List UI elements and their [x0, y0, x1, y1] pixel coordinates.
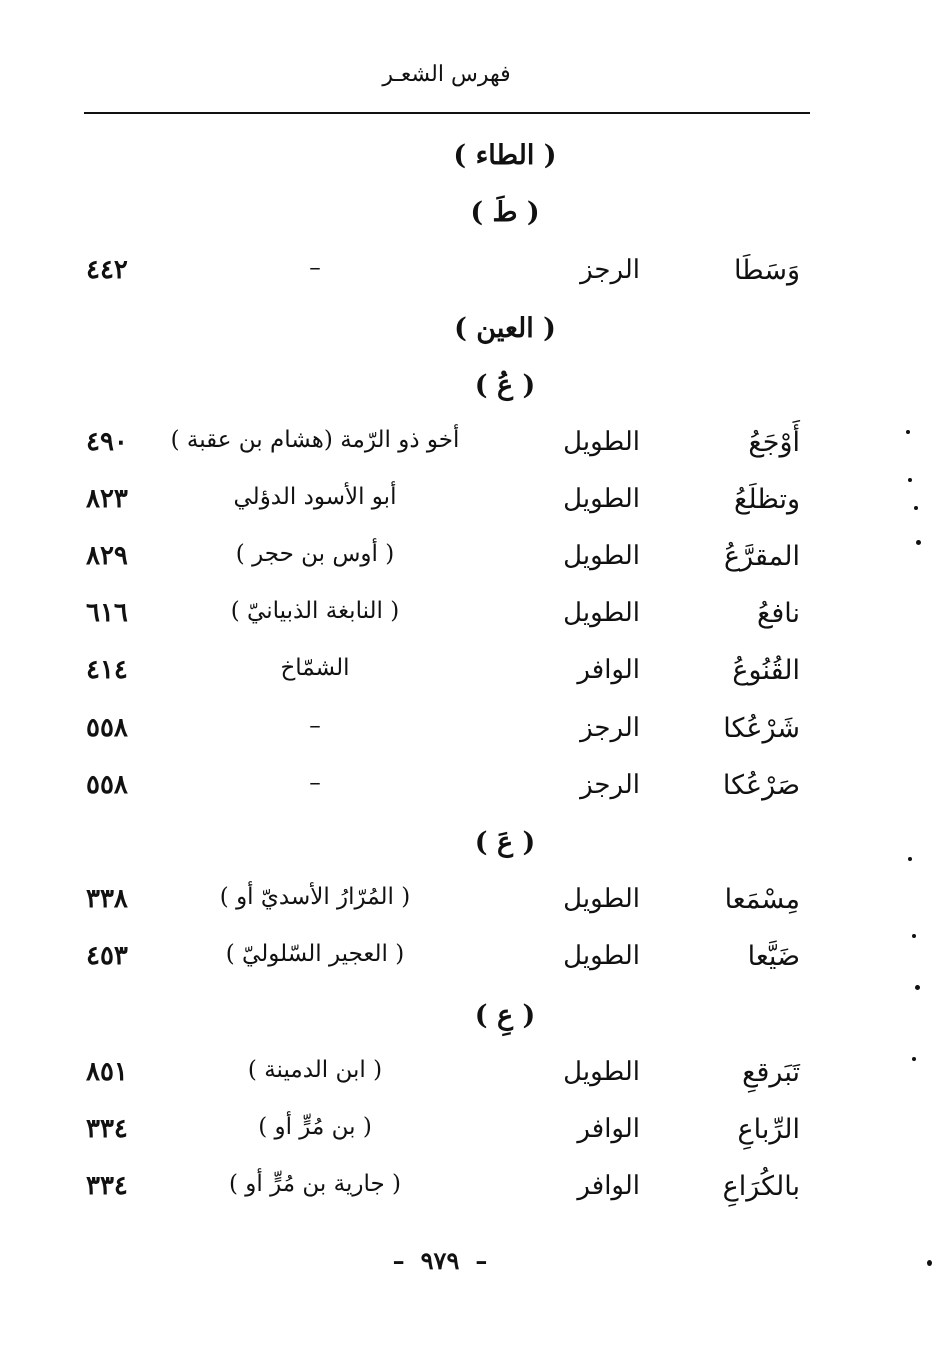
page-number: ٤١٤	[86, 655, 128, 685]
poet: ( المُرّارُ الأسديّ أو )	[219, 884, 411, 910]
meter: الرجز	[580, 713, 640, 743]
poet: ( العجير السّلوليّ )	[225, 941, 405, 967]
subsection-heading-ta-fatha: ( طَ )	[470, 197, 540, 228]
subsection-heading-ain-damma: ( عُ )	[474, 370, 536, 401]
index-row	[0, 713, 934, 753]
scan-speck	[914, 506, 918, 510]
rhyme-word: شَرْعُكا	[723, 713, 800, 744]
page-number: ٣٣٨	[86, 884, 128, 914]
meter: الطويل	[563, 427, 640, 457]
poet: ( النابغة الذبيانيّ )	[230, 598, 400, 624]
header-rule	[84, 112, 810, 114]
poet: –	[309, 255, 321, 281]
rhyme-word: القُنُوعُ	[732, 655, 800, 686]
poet: ( جارية بن مُرٍّ أو )	[229, 1171, 401, 1197]
index-row	[0, 1171, 934, 1211]
page-number: ٤٩٠	[86, 427, 128, 457]
rhyme-word: وتظلَعُ	[733, 484, 800, 515]
page-number: ٣٣٤	[86, 1171, 128, 1201]
index-row	[0, 655, 934, 695]
meter: الطويل	[563, 941, 640, 971]
page-number: ٥٥٨	[86, 770, 128, 800]
scan-speck	[908, 478, 912, 482]
footer-dash: –	[475, 1246, 488, 1275]
meter: الطويل	[563, 1057, 640, 1087]
rhyme-word: صَرْعُكا	[722, 770, 800, 801]
meter: الطويل	[563, 484, 640, 514]
poet: أبو الأسود الدؤلي	[233, 484, 397, 510]
meter: الوافر	[577, 1114, 640, 1144]
index-row	[0, 770, 934, 810]
page-number: ٤٤٢	[86, 255, 128, 285]
rhyme-word: أَوْجَعُ	[748, 427, 800, 458]
rhyme-word: الرِّباعِ	[737, 1114, 800, 1145]
index-row	[0, 1114, 934, 1154]
footer-dash: –	[392, 1246, 405, 1275]
rhyme-word: ضَيَّعا	[747, 941, 800, 972]
scan-speck	[927, 1260, 932, 1266]
footer-page-number: ٩٧٩	[420, 1246, 460, 1275]
meter: الوافر	[577, 1171, 640, 1201]
rhyme-word: تَبَرقعِ	[742, 1057, 800, 1088]
rhyme-word: المقرَّعُ	[723, 541, 800, 572]
meter: الرجز	[580, 770, 640, 800]
poet: –	[309, 713, 321, 739]
index-row	[0, 255, 934, 295]
poet: الشمّاخ	[280, 655, 350, 681]
rhyme-word: مِسْمَعا	[724, 884, 800, 915]
page-number: ٨٥١	[86, 1057, 128, 1087]
section-heading-ain: ( العين )	[454, 313, 556, 344]
page-number: ٣٣٤	[86, 1114, 128, 1144]
index-row	[0, 427, 934, 467]
running-head: فهرس الشعـر	[382, 62, 511, 87]
meter: الوافر	[577, 655, 640, 685]
meter: الطويل	[563, 598, 640, 628]
scan-speck	[908, 857, 912, 861]
scan-speck	[916, 540, 921, 545]
scan-speck	[912, 1057, 916, 1061]
page-number: ٨٢٣	[86, 484, 128, 514]
meter: الطويل	[563, 884, 640, 914]
scan-speck	[906, 430, 910, 434]
rhyme-word: وَسَطَا	[733, 255, 800, 286]
index-row	[0, 941, 934, 981]
meter: الطويل	[563, 541, 640, 571]
index-row	[0, 541, 934, 581]
index-row	[0, 1057, 934, 1097]
meter: الرجز	[580, 255, 640, 285]
scan-speck	[912, 934, 916, 938]
scan-speck	[915, 985, 920, 990]
index-row	[0, 598, 934, 638]
subsection-heading-ain-fatha: ( عَ )	[474, 827, 536, 858]
poet: ( أوس بن حجر )	[235, 541, 395, 567]
rhyme-word: بالكُرَاعِ	[722, 1171, 800, 1202]
page-number: ٦١٦	[86, 598, 128, 628]
subsection-heading-ain-kasra: ( عِ )	[474, 1000, 536, 1031]
index-row	[0, 484, 934, 524]
index-row	[0, 884, 934, 924]
poet: أخو ذو الرّمة (هشام بن عقبة )	[170, 427, 460, 453]
poet: ( بن مُرٍّ أو )	[258, 1114, 372, 1140]
page-footer	[0, 1246, 880, 1275]
page-number: ٤٥٣	[86, 941, 128, 971]
page-number: ٨٢٩	[86, 541, 128, 571]
page-number: ٥٥٨	[86, 713, 128, 743]
rhyme-word: نافعُ	[756, 598, 800, 629]
poet: –	[309, 770, 321, 796]
poet: ( ابن الدمينة )	[247, 1057, 383, 1083]
section-heading-taa: ( الطاء )	[453, 140, 557, 171]
